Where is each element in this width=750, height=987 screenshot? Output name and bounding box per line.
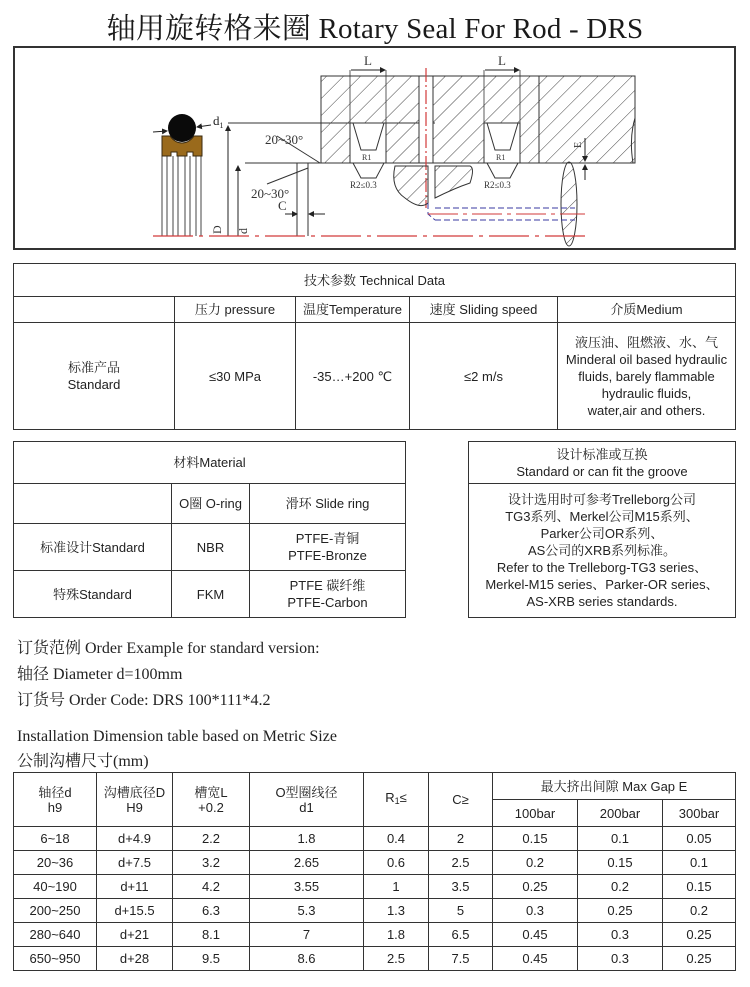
order-example-diameter: 轴径 Diameter d=100mm: [17, 666, 183, 683]
svg-text:d1: [213, 113, 224, 130]
R2-left-label: R2≤0.3: [350, 180, 377, 190]
standard-fit-line: Refer to the Trelleborg-TG3 series、: [496, 560, 708, 575]
material-row-label: 标准设计Standard: [14, 524, 172, 571]
standard-fit-table: [468, 441, 736, 618]
dim-cell-c: 2.5: [429, 851, 493, 875]
dim-header-groove: [97, 773, 173, 827]
dim-cell-width: 8.1: [173, 923, 250, 947]
installation-heading: [17, 724, 337, 774]
dim-header-gap-200: 200bar: [578, 800, 663, 827]
dim-cell-gap-100: 0.2: [493, 851, 578, 875]
standard-fit-line: AS公司的XRB系列标准。: [527, 543, 677, 558]
dim-cell-gap-100: 0.45: [493, 947, 578, 971]
dim-cell-width: 2.2: [173, 827, 250, 851]
dim-cell-c: 2: [429, 827, 493, 851]
material-title: 材料Material: [14, 442, 406, 484]
tech-header-pressure: 压力 pressure: [175, 297, 296, 323]
dim-header-line: 沟槽底径D: [103, 784, 166, 800]
dim-cell-c: 6.5: [429, 923, 493, 947]
tech-header-medium: 介质Medium: [558, 297, 736, 323]
dim-cell-shaft: 6~18: [14, 827, 97, 851]
dim-header-gap-100: 100bar: [493, 800, 578, 827]
dim-header-line: +0.2: [198, 799, 224, 815]
tech-row-label: [14, 323, 175, 430]
order-example-heading: 订货范例 Order Example for standard version:: [17, 640, 320, 657]
medium-line: water,air and others.: [587, 402, 706, 418]
dim-header-width: [173, 773, 250, 827]
dim-cell-shaft: 20~36: [14, 851, 97, 875]
dimension-table-body: [14, 827, 736, 971]
medium-line: fluids, barely flammable: [578, 368, 715, 384]
dim-cell-gap-300: 0.25: [663, 947, 736, 971]
R1-left-label: R1: [362, 153, 372, 162]
o-ring-shape: [168, 114, 196, 142]
dim-cell-gap-300: 0.1: [663, 851, 736, 875]
dim-cell-r1: 1: [364, 875, 429, 899]
dim-cell-c: 3.5: [429, 875, 493, 899]
technical-data-table: [13, 263, 736, 430]
dim-cell-r1: 1.3: [364, 899, 429, 923]
tech-speed-value: ≤2 m/s: [410, 323, 558, 430]
d-label: d: [236, 228, 250, 234]
dim-header-oring: [250, 773, 364, 827]
r1-label: R: [385, 790, 395, 805]
dim-cell-c: 7.5: [429, 947, 493, 971]
installation-title-cn: 公制沟槽尺寸(mm): [17, 753, 149, 770]
slide-ring-legs: [162, 156, 201, 236]
D-label: D: [210, 225, 224, 234]
dim-cell-groove: d+7.5: [97, 851, 173, 875]
table-row: [14, 899, 736, 923]
dim-cell-gap-200: 0.25: [578, 899, 663, 923]
dim-cell-width: 3.2: [173, 851, 250, 875]
dim-cell-oring: 2.65: [250, 851, 364, 875]
tech-header-speed: 速度 Sliding speed: [410, 297, 558, 323]
material-header-blank: [14, 484, 172, 524]
dim-cell-width: 6.3: [173, 899, 250, 923]
L-left-label: L: [364, 53, 372, 68]
standard-fit-title-en: Standard or can fit the groove: [516, 463, 688, 479]
tech-temperature-value: -35…+200 ℃: [296, 323, 410, 430]
dimension-table: [13, 772, 736, 971]
dim-cell-gap-200: 0.2: [578, 875, 663, 899]
dim-header-shaft: [14, 773, 97, 827]
dim-cell-oring: 3.55: [250, 875, 364, 899]
order-example-code: 订货号 Order Code: DRS 100*111*4.2: [17, 692, 271, 709]
material-table: [13, 441, 406, 618]
r1-suffix-label: ≤: [399, 790, 407, 805]
medium-line: 液压油、阻燃液、水、气: [574, 334, 718, 350]
medium-line: Minderal oil based hydraulic: [565, 351, 728, 367]
table-row: [14, 947, 736, 971]
dim-cell-groove: d+4.9: [97, 827, 173, 851]
dim-cell-gap-200: 0.15: [578, 851, 663, 875]
dim-cell-r1: 0.4: [364, 827, 429, 851]
order-example: [17, 636, 320, 714]
dim-header-line: 槽宽L: [194, 784, 228, 800]
dim-cell-gap-300: 0.25: [663, 923, 736, 947]
dim-cell-gap-100: 0.25: [493, 875, 578, 899]
tech-row-label-en: Standard: [67, 377, 121, 392]
dim-cell-gap-100: 0.15: [493, 827, 578, 851]
material-header-slide-ring: 滑环 Slide ring: [250, 484, 406, 524]
dim-header-gap-300: 300bar: [663, 800, 736, 827]
tech-header-temperature: 温度Temperature: [296, 297, 410, 323]
d1-sub-label: 1: [219, 121, 224, 130]
dim-cell-width: 9.5: [173, 947, 250, 971]
slide-ring-line: PTFE-Carbon: [287, 595, 368, 610]
page-title: 轴用旋转格来圈 Rotary Seal For Rod - DRS: [106, 13, 644, 45]
dim-cell-oring: 8.6: [250, 947, 364, 971]
standard-fit-title: [469, 442, 736, 484]
material-row-slide-ring: [250, 571, 406, 618]
housing-geometry: [153, 68, 635, 246]
d1-label: d: [213, 113, 220, 128]
dim-cell-gap-300: 0.2: [663, 899, 736, 923]
dim-cell-gap-100: 0.3: [493, 899, 578, 923]
dim-cell-c: 5: [429, 899, 493, 923]
dim-cell-groove: d+28: [97, 947, 173, 971]
dim-cell-shaft: 40~190: [14, 875, 97, 899]
seal-cross-section: [153, 113, 224, 236]
slide-ring-line: PTFE-青铜: [295, 531, 360, 546]
E-label: E: [573, 141, 584, 148]
standard-fit-line: 设计选用时可参考Trelleborg公司: [507, 492, 697, 507]
angle-top-label: 20~30°: [265, 132, 304, 147]
dim-cell-gap-300: 0.15: [663, 875, 736, 899]
table-row: [14, 923, 736, 947]
tech-row-label-cn: 标准产品: [67, 360, 120, 375]
table-row: [14, 875, 736, 899]
dim-cell-r1: 0.6: [364, 851, 429, 875]
dim-cell-gap-200: 0.3: [578, 923, 663, 947]
material-row-oring: FKM: [172, 571, 250, 618]
dim-cell-shaft: 650~950: [14, 947, 97, 971]
slide-ring-line: PTFE 碳纤维: [289, 578, 366, 593]
standard-fit-line: Merkel-M15 series、Parker-OR series、: [485, 577, 719, 592]
dim-cell-width: 4.2: [173, 875, 250, 899]
dim-cell-shaft: 280~640: [14, 923, 97, 947]
dim-header-line: H9: [126, 799, 143, 815]
dim-cell-gap-100: 0.45: [493, 923, 578, 947]
dim-header-c: C≥: [429, 773, 493, 827]
medium-line: hydraulic fluids,: [601, 385, 692, 401]
dim-header-r1: [364, 773, 429, 827]
dim-cell-groove: d+11: [97, 875, 173, 899]
R2-right-label: R2≤0.3: [484, 180, 511, 190]
tech-header-blank: [14, 297, 175, 323]
dim-header-line: h9: [47, 799, 63, 815]
dim-cell-gap-300: 0.05: [663, 827, 736, 851]
material-row-label: 特殊Standard: [14, 571, 172, 618]
dim-cell-r1: 1.8: [364, 923, 429, 947]
dim-cell-gap-200: 0.3: [578, 947, 663, 971]
dim-cell-shaft: 200~250: [14, 899, 97, 923]
dim-header-gap: 最大挤出间隙 Max Gap E: [493, 773, 736, 800]
L-right-label: L: [498, 53, 506, 68]
technical-drawing: [13, 46, 736, 250]
r1-sub-label: 1: [394, 796, 400, 806]
material-row-slide-ring: [250, 524, 406, 571]
dim-cell-groove: d+21: [97, 923, 173, 947]
dim-cell-groove: d+15.5: [97, 899, 173, 923]
c-label: C: [278, 198, 287, 213]
standard-fit-line: Parker公司OR系列、: [540, 526, 664, 541]
dim-header-line: 轴径d: [38, 784, 72, 800]
material-header-oring: O圈 O-ring: [172, 484, 250, 524]
installation-title-en: Installation Dimension table based on Metric Size: [17, 728, 337, 745]
R1-right-label: R1: [496, 153, 506, 162]
slide-ring-line: PTFE-Bronze: [288, 548, 367, 563]
table-row: [14, 827, 736, 851]
technical-data-title: 技术参数 Technical Data: [14, 264, 736, 297]
dim-cell-gap-200: 0.1: [578, 827, 663, 851]
dim-cell-oring: 1.8: [250, 827, 364, 851]
tech-medium-value: [558, 323, 736, 430]
dim-header-line: O型圈线径: [275, 784, 338, 800]
dim-cell-oring: 7: [250, 923, 364, 947]
dim-header-line: d1: [299, 799, 314, 815]
standard-fit-line: TG3系列、Merkel公司M15系列、: [505, 509, 699, 524]
table-row: [14, 851, 736, 875]
standard-fit-line: AS-XRB series standards.: [526, 594, 678, 609]
standard-fit-title-cn: 设计标准或互换: [556, 446, 648, 462]
dim-cell-oring: 5.3: [250, 899, 364, 923]
tech-pressure-value: ≤30 MPa: [175, 323, 296, 430]
dim-cell-r1: 2.5: [364, 947, 429, 971]
material-row-oring: NBR: [172, 524, 250, 571]
angle-bottom-label: 20~30°: [251, 186, 290, 201]
standard-fit-body: [469, 484, 736, 618]
